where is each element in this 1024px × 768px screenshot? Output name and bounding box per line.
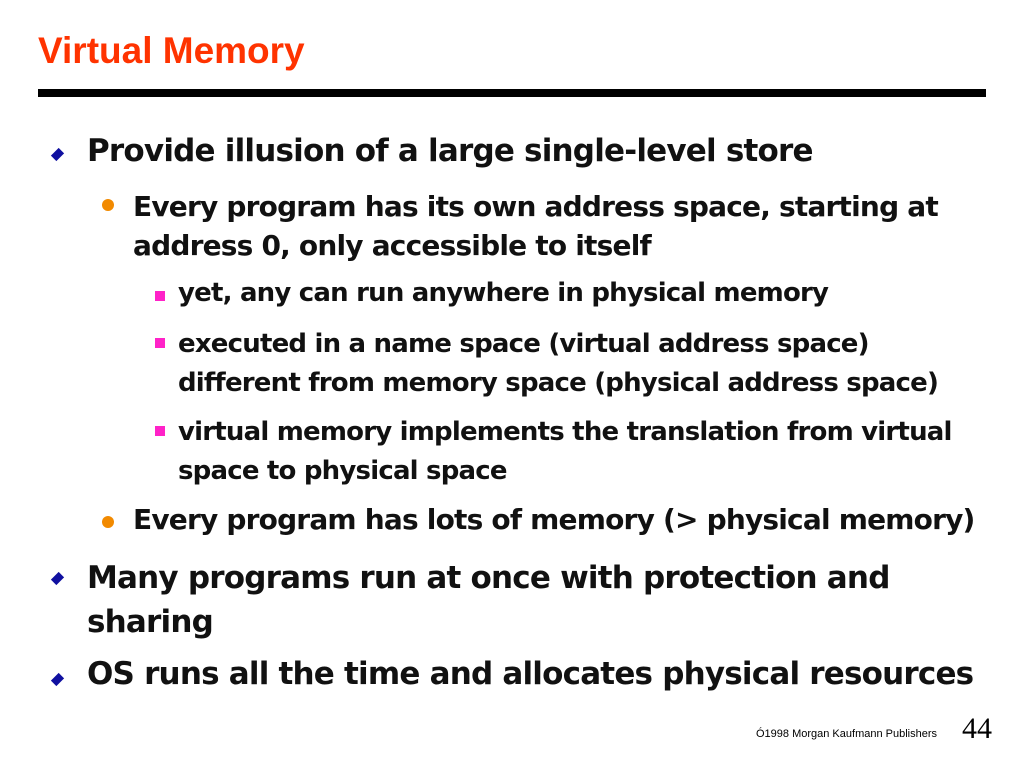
bullet-item — [178, 278, 828, 308]
copyright-footer: Ó1998 Morgan Kaufmann Publishers — [756, 728, 937, 740]
bullet-line: executed in a name space (virtual address space) — [178, 329, 869, 359]
bullet-item — [133, 187, 938, 265]
bullet-line: Every program has its own address space, starting at — [133, 190, 938, 223]
bullet-item — [178, 413, 952, 491]
disc-bullet-icon — [102, 516, 114, 528]
bullet-line: yet, any can run anywhere in physical memory — [178, 278, 829, 308]
bullet-line: different from memory space (physical address space) — [178, 368, 939, 398]
bullet-line: address 0, only accessible to itself — [133, 229, 651, 262]
bullet-line: Many programs run at once with protection and — [87, 560, 890, 596]
bullet-line: OS runs all the time and allocates physical resources — [87, 656, 974, 692]
bullet-line: Provide illusion of a large single-level store — [87, 133, 813, 169]
bullet-item — [87, 133, 813, 169]
bullet-item — [87, 556, 890, 644]
disc-bullet-icon — [102, 199, 114, 211]
page-number: 44 — [962, 712, 992, 745]
bullet-line: space to physical space — [178, 456, 507, 486]
slide-title: Virtual Memory — [38, 30, 305, 71]
diamond-bullet-icon — [51, 148, 64, 161]
diamond-bullet-icon — [51, 572, 64, 585]
bullet-line: Every program has lots of memory (> physical memory) — [133, 503, 975, 536]
bullet-line: virtual memory implements the translation from virtual — [178, 417, 952, 447]
square-bullet-icon — [155, 426, 165, 436]
diamond-bullet-icon — [51, 673, 64, 686]
bullet-line: sharing — [87, 604, 214, 640]
square-bullet-icon — [155, 291, 165, 301]
square-bullet-icon — [155, 338, 165, 348]
bullet-item — [133, 503, 975, 536]
bullet-item — [87, 656, 973, 692]
bullet-item — [178, 325, 938, 403]
